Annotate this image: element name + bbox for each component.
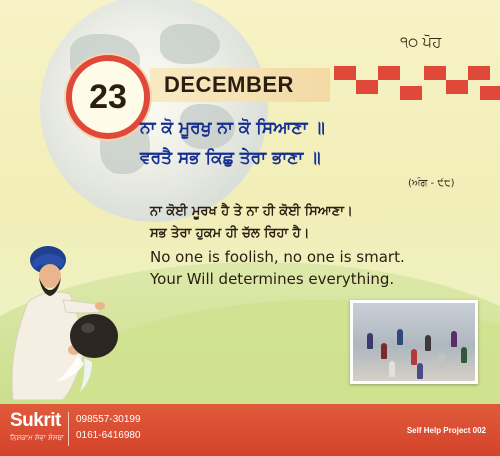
brand-tagline: ਨਿਸ਼ਕਾਮ ਸੇਵਾ ਸੰਸਥਾ — [10, 434, 64, 442]
phone-number-2: 0161-6416980 — [76, 430, 141, 441]
day-badge — [66, 55, 150, 139]
sangat-photo — [350, 300, 478, 384]
gurbani-line-1: ਨਾ ਕੋ ਮੂਰਖੁ ਨਾ ਕੋ ਸਿਆਣਾ ॥ — [140, 118, 325, 138]
footer-divider — [68, 412, 69, 446]
nanakshahi-date: ੧੦ ਪੋਹ — [400, 34, 442, 51]
punjabi-meaning-line-1: ਨਾ ਕੋਈ ਮੂਰਖ ਹੈ ਤੇ ਨਾ ਹੀ ਕੋਈ ਸਿਆਣਾ। — [150, 204, 353, 219]
project-label: Self Help Project 002 — [406, 426, 486, 435]
brand-logo: Sukrit — [10, 410, 61, 431]
day-number: 23 — [89, 77, 127, 116]
month-text: DECEMBER — [164, 72, 294, 97]
gurbani-line-2: ਵਰਤੈ ਸਭ ਕਿਛੁ ਤੇਰਾ ਭਾਣਾ ॥ — [140, 148, 321, 168]
sewadar-figure-illustration — [8, 232, 158, 400]
punjabi-meaning-line-2: ਸਭ ਤੇਰਾ ਹੁਕਮ ਹੀ ਚੱਲ ਰਿਹਾ ਹੈ। — [150, 226, 310, 241]
month-label — [150, 68, 330, 102]
footer-bar — [0, 404, 500, 456]
english-meaning-line-1: No one is foolish, no one is smart. — [150, 248, 405, 266]
phone-number-1: 098557-30199 — [76, 414, 141, 425]
english-meaning-line-2: Your Will determines everything. — [150, 270, 395, 288]
ang-reference: (ਅੰਗ - ੯੮) — [408, 178, 455, 189]
